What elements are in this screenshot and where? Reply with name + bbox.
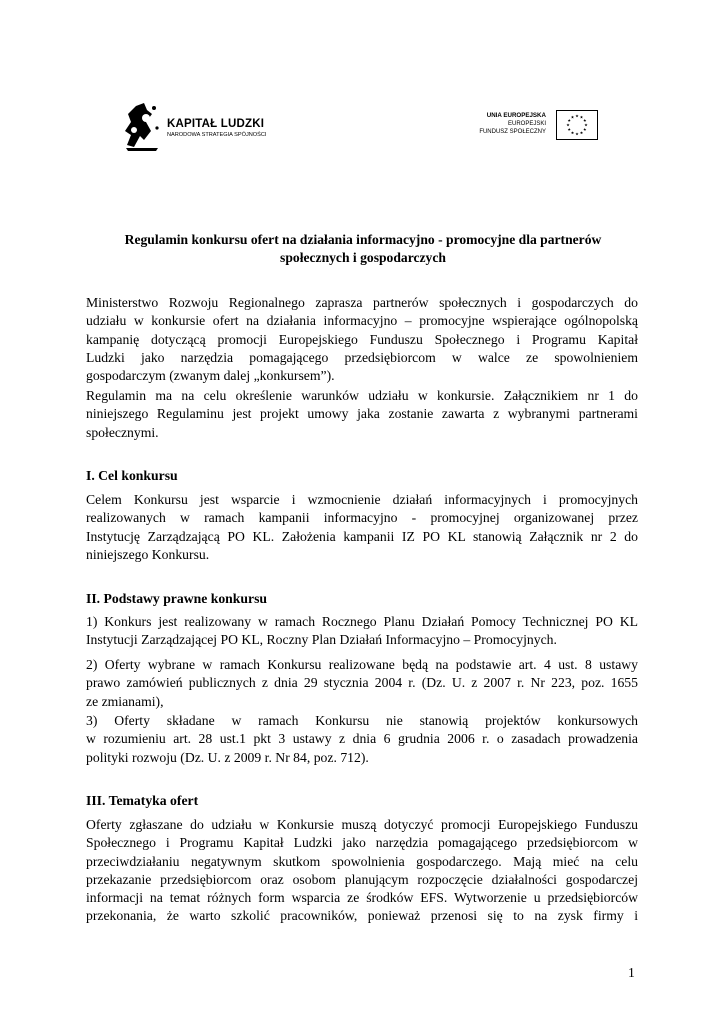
eu-star-icon [584, 123, 587, 126]
eu-line2: EUROPEJSKI [507, 121, 546, 127]
section-3-paragraph [86, 816, 638, 926]
section-1-paragraph [86, 491, 638, 564]
eu-star-icon [580, 116, 583, 119]
text-line: kampanię dotyczącą promocji Europejskiego Funduszu Społecznego i Programu Kapitał [86, 331, 638, 347]
title-line-2: społecznych i gospodarczych [280, 250, 446, 265]
text-line: Społecznego i Programu Kapitał Ludzki jako narzędzia pomagającego przedsiębiorcom w [86, 835, 638, 851]
text-line: ze zmianami), [86, 693, 164, 709]
eu-logo-text [479, 112, 546, 136]
text-line: Instytucję Zarządzającą PO KL. Założenia kampanii IZ PO KL stanowią Załącznik nr 2 do [86, 528, 638, 544]
kapital-ludzki-subtitle: NARODOWA STRATEGIA SPÓJNOŚCI [167, 132, 267, 138]
text-line: 3) Oferty składane w ramach Konkursu nie stanowią projektów konkursowych [86, 713, 638, 728]
text-line: Ministerstwo Rozwoju Regionalnego zaprasza partnerów społecznych i gospodarczych do [86, 295, 638, 310]
kapital-ludzki-logo [122, 100, 292, 152]
text-line: w rozumieniu art. 28 ust.1 pkt 3 ustawy z dnia 6 grudnia 2006 r. o zasadach prowadzenia [86, 731, 638, 747]
section-3-heading: III. Tematyka ofert [86, 793, 199, 808]
text-line: informacji na temat różnych form wsparcia ze środków EFS. Wytworzenie u przedsiębiorców [86, 890, 638, 906]
text-line: Oferty zgłaszane do udziału w Konkursie muszą dotyczyć promocji Europejskiego Funduszu [86, 817, 638, 832]
eu-star-icon [583, 119, 586, 122]
section-2-paragraph-1 [86, 613, 638, 650]
section-2-paragraph-2 [86, 656, 638, 711]
eu-star-icon [575, 114, 578, 117]
eu-star-icon [568, 128, 571, 131]
eu-star-icon [568, 119, 571, 122]
eu-line3: FUNDUSZ SPOŁECZNY [479, 129, 546, 135]
text-line: Instytucji Zarządzającej PO KL, Roczny Plan Działań Informacyjno – Promocyjnych. [86, 632, 557, 648]
text-line: przeciwdziałaniu negatywnym skutkom spowolnienia gospodarczego. Mają mieć na celu [86, 853, 638, 869]
section-2-heading: II. Podstawy prawne konkursu [86, 591, 268, 606]
kapital-ludzki-title: KAPITAŁ LUDZKI [167, 118, 265, 130]
eu-star-icon [566, 123, 569, 126]
eu-star-icon [571, 131, 574, 134]
eu-star-icon [580, 131, 583, 134]
eu-logo [462, 108, 602, 144]
text-line: 1) Konkurs jest realizowany w ramach Rocznego Planu Działań Pomocy Technicznej PO KL [86, 614, 638, 629]
text-line: niniejszego Konkursu. [86, 546, 210, 562]
eu-line1: UNIA EUROPEJSKA [486, 112, 546, 119]
eu-star-icon [575, 132, 578, 135]
text-line: Ludzki jako narzędzia pomagającego przedsiębiorcom w walce ze spowolnieniem [86, 349, 638, 365]
text-line: udziału w konkursie ofert na działania informacyjno – promocyjne wspierające ogólnopolską [86, 313, 638, 329]
intro-paragraph-2 [86, 387, 638, 442]
text-line: polityki rozwoju (Dz. U. z 2009 r. Nr 84, poz. 712). [86, 749, 369, 765]
section-2-paragraph-3 [86, 712, 638, 767]
text-line: realizowanych w ramach kampanii informacyjno - promocyjnej organizowanej przez [86, 510, 638, 526]
page-number: 1 [628, 965, 635, 980]
kapital-ludzki-emblem-icon [122, 100, 162, 152]
text-line: prawo zamówień publicznych z dnia 29 stycznia 2004 r. (Dz. U. z 2007 r. Nr 223, poz. 1655 [86, 675, 638, 691]
eu-star-icon [583, 128, 586, 131]
eu-flag-icon [556, 110, 598, 140]
text-line: 2) Oferty wybrane w ramach Konkursu realizowane będą na podstawie art. 4 ust. 8 ustawy [86, 657, 638, 672]
title-line-1: Regulamin konkursu ofert na działania informacyjno - promocyjne dla partnerów [124, 232, 602, 247]
text-line: przekonania, że warto szkolić pracowników, ponieważ przenosi się to na zysk firmy i [86, 908, 638, 924]
text-line: Celem Konkursu jest wsparcie i wzmocnienie działań informacyjnych i promocyjnych [86, 492, 638, 507]
text-line: Regulamin ma na celu określenie warunków udziału w konkursie. Załącznikiem nr 1 do [86, 388, 638, 403]
eu-stars-icon [557, 111, 597, 139]
text-line: niniejszego Regulaminu jest projekt umowy jaka zostanie zawarta z wybranymi partnerami [86, 406, 638, 422]
document-title [86, 231, 640, 267]
eu-star-icon [571, 116, 574, 119]
text-line: społecznymi. [86, 424, 159, 440]
text-line: gospodarczym (zwanym dalej „konkursem”). [86, 368, 335, 384]
section-1-heading: I. Cel konkursu [86, 468, 178, 483]
intro-paragraph-1 [86, 294, 638, 385]
text-line: przekazanie przedsiębiorcom oraz osobom planującym rozpoczęcie działalności gospodarczej [86, 871, 638, 887]
